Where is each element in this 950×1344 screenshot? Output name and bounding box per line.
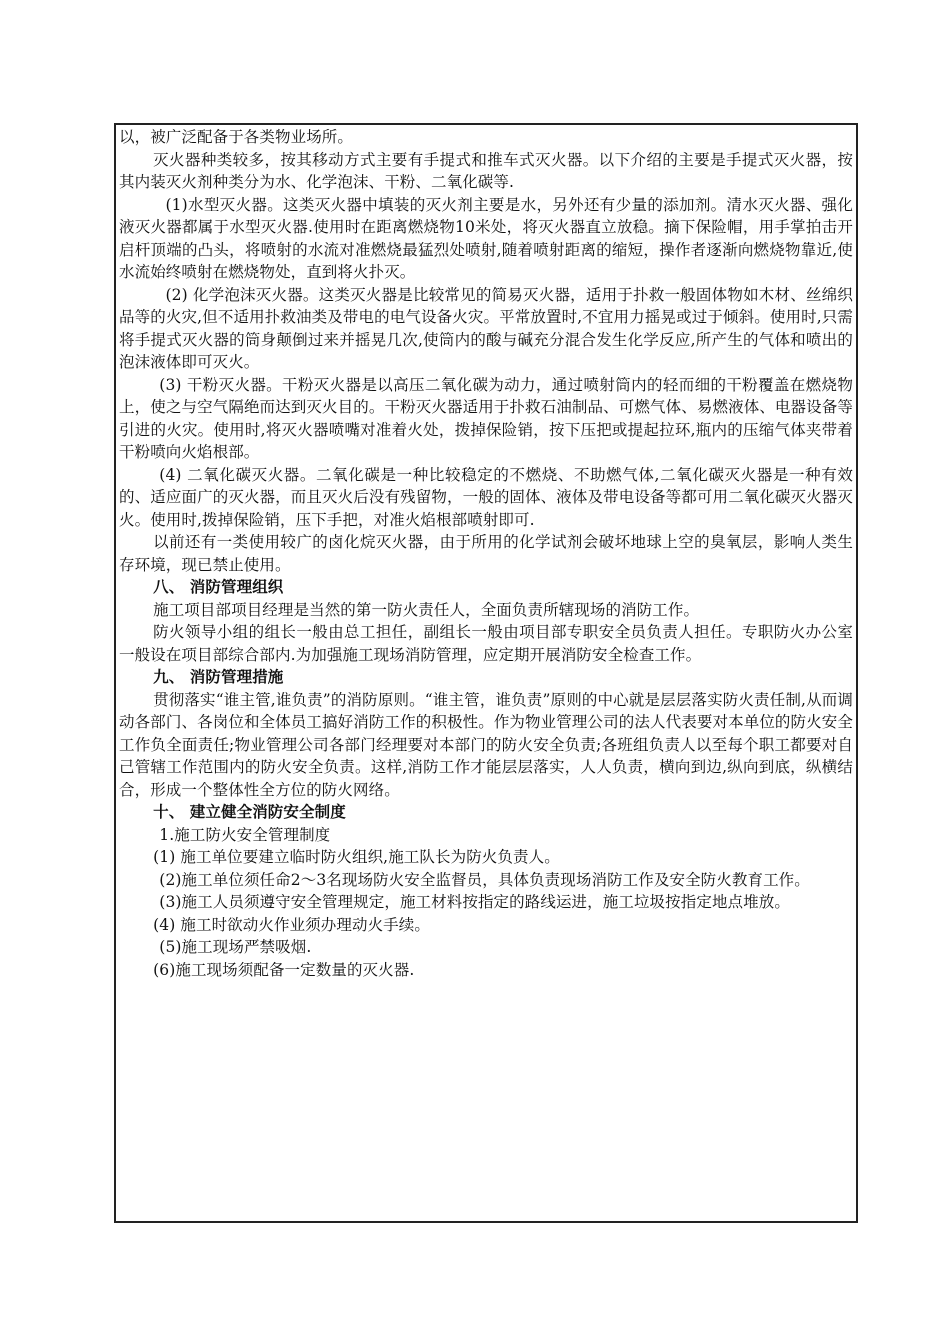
list-item-5: (5)施工现场严禁吸烟. [159, 938, 312, 956]
section-heading-9: 九、 消防管理措施 [153, 668, 284, 686]
paragraph-foam-extinguisher: (2) 化学泡沫灭火器。这类灭火器是比较常见的简易灭火器，适用于扑救一般固体物如木材、丝绵织品等的火灾,但不适用扑救油类及带电的电气设备火灾。平常放置时,不宜用力摇晃或过于倾斜。使用时,只需将手提式灭火器的筒身颠倒过来并摇晃几次,使筒内的酸与碱充分混合发生化学反应,所产生的气体和喷出的泡沫液体即可灭火。 [119, 285, 853, 371]
list-item-2: (2)施工单位须任命2～3名现场防火安全监督员，具体负责现场消防工作及安全防火教育工作。 [159, 870, 810, 889]
section-heading-10: 十、 建立健全消防安全制度 [153, 803, 346, 821]
list-item-3: (3)施工人员须遵守安全管理规定，施工材料按指定的路线运进，施工垃圾按指定地点堆放。 [159, 893, 790, 911]
paragraph-responsibility-principle: 贯彻落实“谁主管,谁负责”的消防原则。“谁主管，谁负责”原则的中心就是层层落实防火责任制,从而调动各部门、各岗位和全体员工搞好消防工作的积极性。作为物业管理公司的法人代表要对本单位的防火安全工作负全面责任;物业管理公司各部门经理要对本部门的防火安全负责;各班组负责人以至每个职工都要对自己管辖工作范围内的防火安全负责。这样,消防工作才能层层落实，人人负责，横向到边,纵向到底，纵横结合，形成一个整体性全方位的防火网络。 [119, 690, 853, 799]
paragraph-project-manager: 施工项目部项目经理是当然的第一防火责任人，全面负责所辖现场的消防工作。 [153, 600, 700, 619]
section-heading-8: 八、 消防管理组织 [153, 578, 284, 596]
paragraph-water-extinguisher: (1)水型灭火器。这类灭火器中填装的灭火剂主要是水，另外还有少量的添加剂。清水灭火器、强化液灭火器都属于水型灭火器.使用时在距离燃烧物10米处，将灭火器直立放稳。摘下保险帽，用手掌拍击开启杆顶端的凸头，将喷射的水流对准燃烧最猛烈处喷射,随着喷射距离的缩短，操作者逐渐向燃烧物靠近,使水流始终喷射在燃烧物处，直到将火扑灭。 [119, 195, 853, 281]
document-body [119, 126, 853, 981]
paragraph-extinguisher-types: 灭火器种类较多，按其移动方式主要有手提式和推车式灭火器。以下介绍的主要是手提式灭火器，按其内装灭火剂种类分为水、化学泡沫、干粉、二氧化碳等. [119, 150, 853, 191]
paragraph-intro-continued: 以，被广泛配备于各类物业场所。 [119, 128, 354, 146]
list-item-1: (1) 施工单位要建立临时防火组织,施工队长为防火负责人。 [153, 848, 560, 866]
list-item-6: (6)施工现场须配备一定数量的灭火器. [153, 960, 415, 979]
paragraph-powder-extinguisher: (3) 干粉灭火器。干粉灭火器是以高压二氧化碳为动力，通过喷射筒内的轻而细的干粉覆盖在燃烧物上，使之与空气隔绝而达到灭火目的。干粉灭火器适用于扑救石油制品、可燃气体、易燃液体、电器设备等引进的火灾。使用时,将灭火器喷嘴对准着火处，拨掉保险销，按下压把或提起拉环,瓶内的压缩气体夹带着干粉喷向火焰根部。 [119, 375, 853, 461]
paragraph-subsection-1: 1.施工防火安全管理制度 [159, 825, 331, 844]
list-item-4: (4) 施工时欲动火作业须办理动火手续。 [153, 915, 430, 934]
paragraph-halon-note: 以前还有一类使用较广的卤化烷灭火器，由于所用的化学试剂会破坏地球上空的臭氧层，影响人类生存环境，现已禁止使用。 [119, 533, 853, 574]
paragraph-co2-extinguisher: (4) 二氧化碳灭火器。二氧化碳是一种比较稳定的不燃烧、不助燃气体,二氧化碳灭火器是一种有效的、适应面广的灭火器，而且灭火后没有残留物，一般的固体、液体及带电设备等都可用二氧化碳灭火器灭火。使用时,拨掉保险销，压下手把，对准火焰根部喷射即可. [119, 465, 853, 529]
paragraph-fire-leadership: 防火领导小组的组长一般由总工担任，副组长一般由项目部专职安全员负责人担任。专职防火办公室一般设在项目部综合部内.为加强施工现场消防管理，应定期开展消防安全检查工作。 [119, 623, 853, 664]
